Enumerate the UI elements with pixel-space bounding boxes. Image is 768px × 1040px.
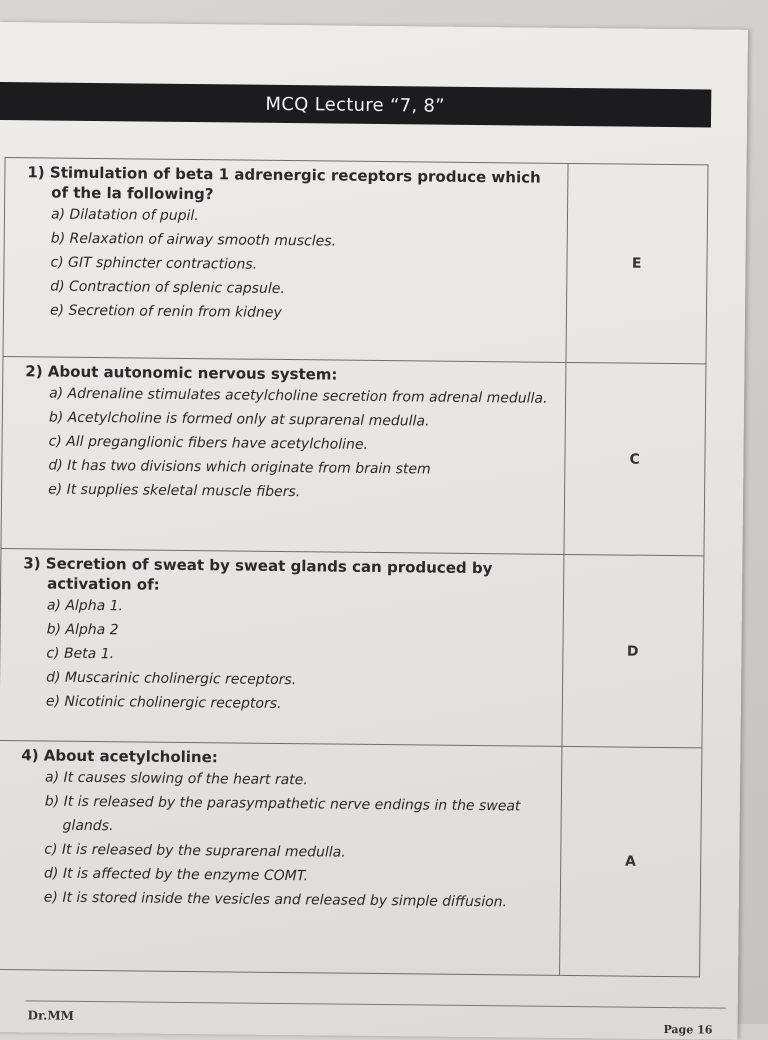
question-cell (0, 741, 561, 976)
option-d: d) It is affected by the enzyme COMT. (44, 865, 309, 885)
question-cell (3, 158, 568, 363)
table-row (0, 741, 702, 977)
question-stem: 4) About acetylcholine: (21, 746, 218, 767)
question-stem: 2) About autonomic nervous system: (25, 362, 338, 384)
option-b: b) Relaxation of airway smooth muscles. (50, 230, 337, 250)
answer-cell: A (559, 746, 702, 976)
option-e: e) It is stored inside the vesicles and released by simple diffusion. (43, 889, 508, 911)
option-c: c) All preganglionic fibers have acetylcholine. (48, 433, 369, 453)
option-b: b) Acetylcholine is formed only at suprarenal medulla. (48, 409, 430, 430)
option-a: a) It causes slowing of the heart rate. (45, 769, 308, 789)
answer-cell: D (561, 554, 703, 747)
option-e: e) Secretion of renin from kidney (49, 302, 282, 321)
question-cell (0, 549, 563, 747)
answer-cell: E (565, 163, 708, 363)
table-row (1, 357, 706, 556)
footer-author: Dr.MM (27, 1008, 75, 1023)
option-c: c) Beta 1. (46, 645, 115, 663)
option-d: d) It has two divisions which originate from brain stem (48, 457, 431, 478)
option-c: c) GIT sphincter contractions. (50, 254, 258, 273)
option-c: c) It is released by the suprarenal medulla. (44, 841, 346, 861)
answer-cell: C (563, 362, 705, 555)
option-a: a) Dilatation of pupil. (50, 206, 199, 225)
option-a: a) Alpha 1. (46, 597, 124, 615)
question-stem: 3) Secretion of sweat by sweat glands can produced by activation of: (23, 554, 493, 594)
question-cell (1, 357, 566, 555)
question-stem: 1) Stimulation of beta 1 adrenergic receptors produce which of the la following? (27, 163, 541, 204)
table-row (0, 549, 704, 748)
option-d: d) Muscarinic cholinergic receptors. (46, 669, 297, 689)
document-page (0, 22, 748, 1040)
option-b: b) Alpha 2 (46, 621, 119, 639)
page-number: Page 16 (663, 1023, 713, 1037)
page-title: MCQ Lecture “7, 8” (0, 82, 711, 127)
option-e: e) Nicotinic cholinergic receptors. (45, 693, 282, 712)
mcq-table (0, 157, 709, 977)
option-e: e) It supplies skeletal muscle fibers. (48, 481, 301, 501)
table-row (3, 158, 708, 364)
option-b: b) It is released by the parasympathetic nerve endings in the sweat glands. (44, 793, 521, 835)
footer-divider (26, 1000, 726, 1008)
option-a: a) Adrenaline stimulates acetylcholine secretion from adrenal medulla. (49, 385, 548, 407)
option-d: d) Contraction of splenic capsule. (50, 278, 285, 297)
